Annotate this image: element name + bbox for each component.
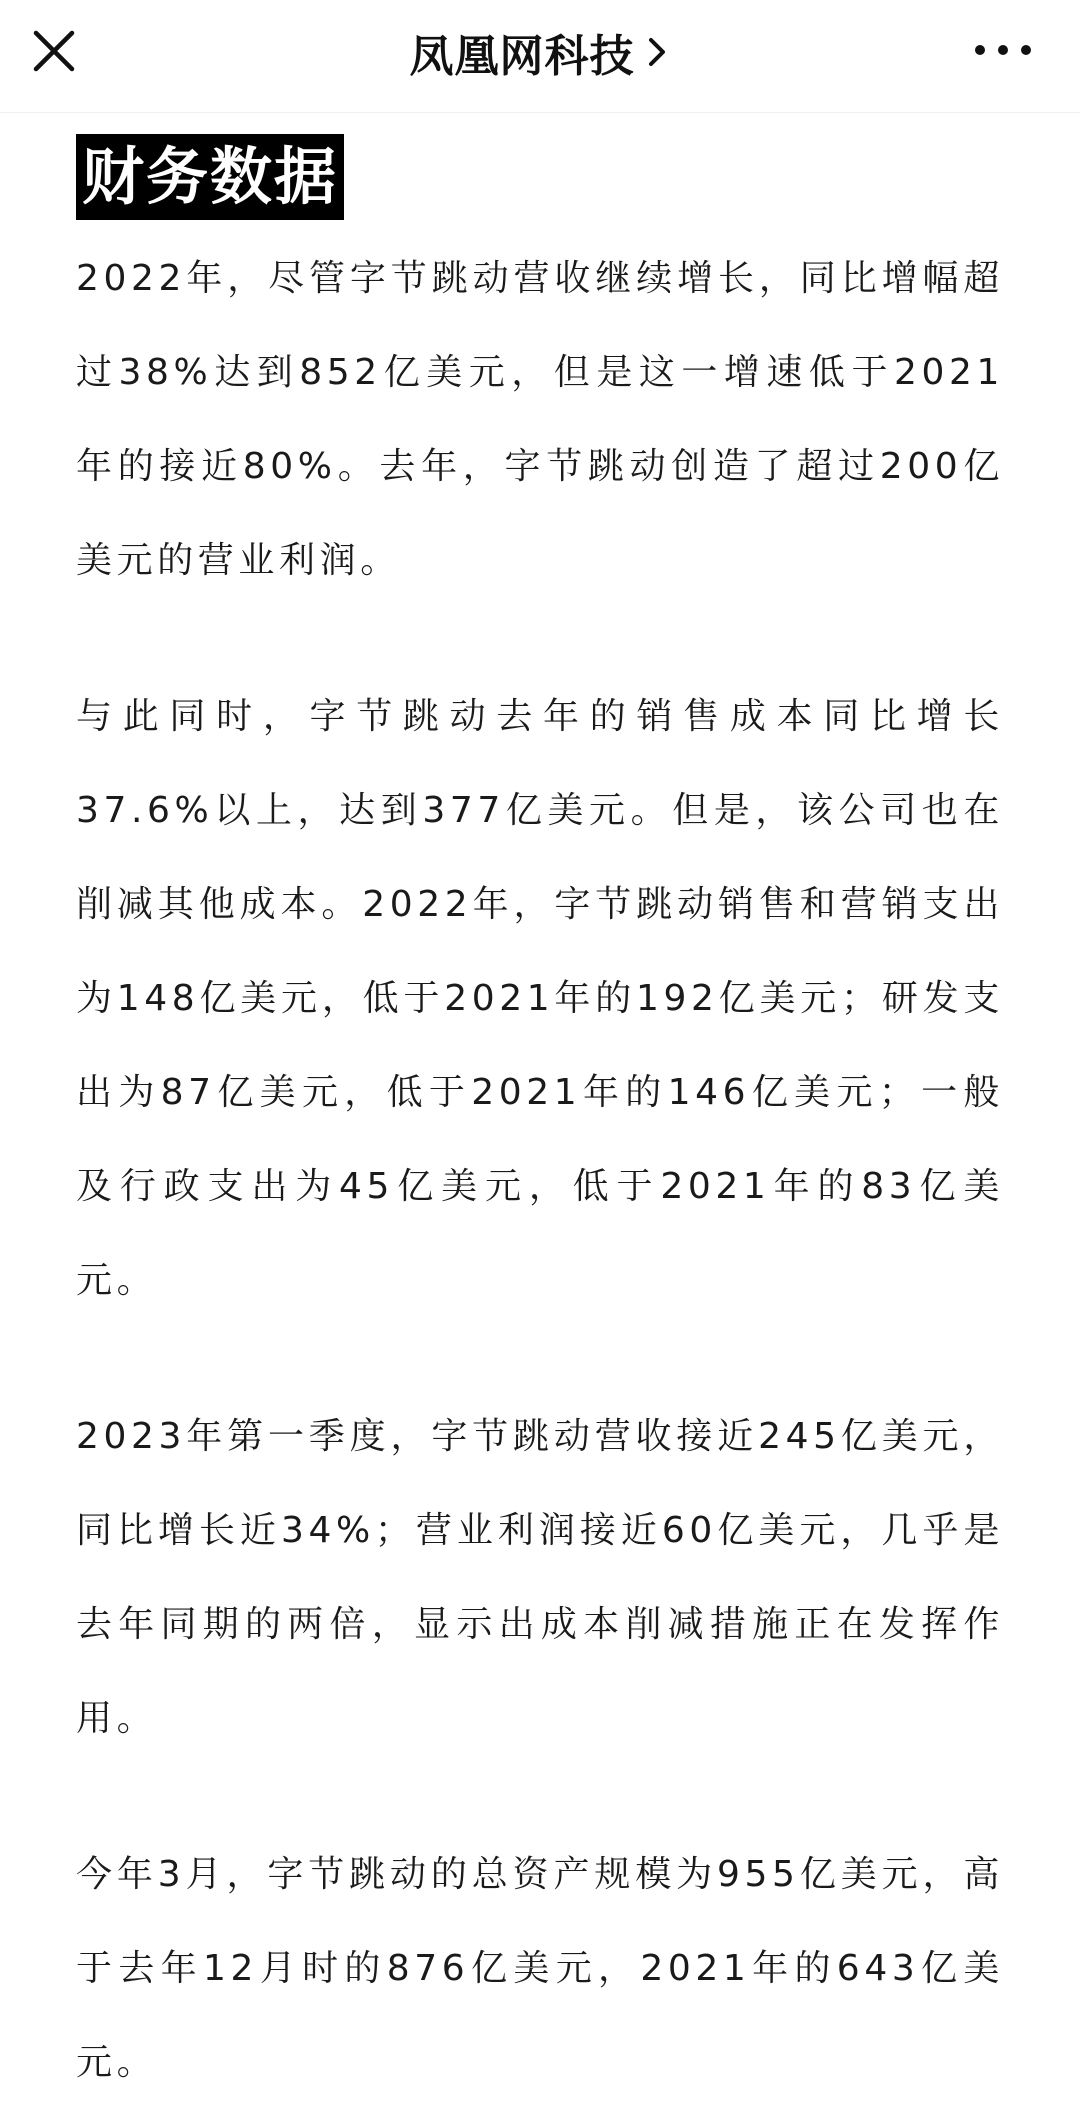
more-horizontal-icon	[968, 20, 1038, 80]
section-heading: 财务数据	[76, 134, 344, 220]
more-options-button[interactable]	[968, 20, 1038, 80]
paragraph-1: 2022年，尽管字节跳动营收继续增长，同比增幅超过38%达到852亿美元，但是这一增速低于2021年的接近80%。去年，字节跳动创造了超过200亿美元的营业利润。	[76, 258, 1004, 581]
top-nav-bar	[0, 0, 1080, 113]
paragraph-4: 今年3月，字节跳动的总资产规模为955亿美元，高于去年12月时的876亿美元，2021年的643亿美元。	[76, 1854, 1004, 2083]
article-body	[76, 134, 1004, 2110]
close-button[interactable]	[22, 18, 86, 82]
account-name: 凤凰网科技	[409, 31, 635, 82]
title-container	[0, 0, 1080, 104]
paragraph-2: 与此同时，字节跳动去年的销售成本同比增长37.6%以上，达到377亿美元。但是，该公司也在削减其他成本。2022年，字节跳动销售和营销支出为148亿美元，低于2021年的192亿美元；研发支出为87亿美元，低于2021年的146亿美元；一般及行政支出为45亿美元，低于2021年的83亿美元。	[76, 696, 1004, 1301]
close-icon	[22, 18, 86, 82]
account-name-link[interactable]	[410, 20, 671, 84]
paragraph-3: 2023年第一季度，字节跳动营收接近245亿美元，同比增长近34%；营业利润接近60亿美元，几乎是去年同期的两倍，显示出成本削减措施正在发挥作用。	[76, 1416, 1004, 1739]
chevron-right-icon	[643, 32, 671, 72]
